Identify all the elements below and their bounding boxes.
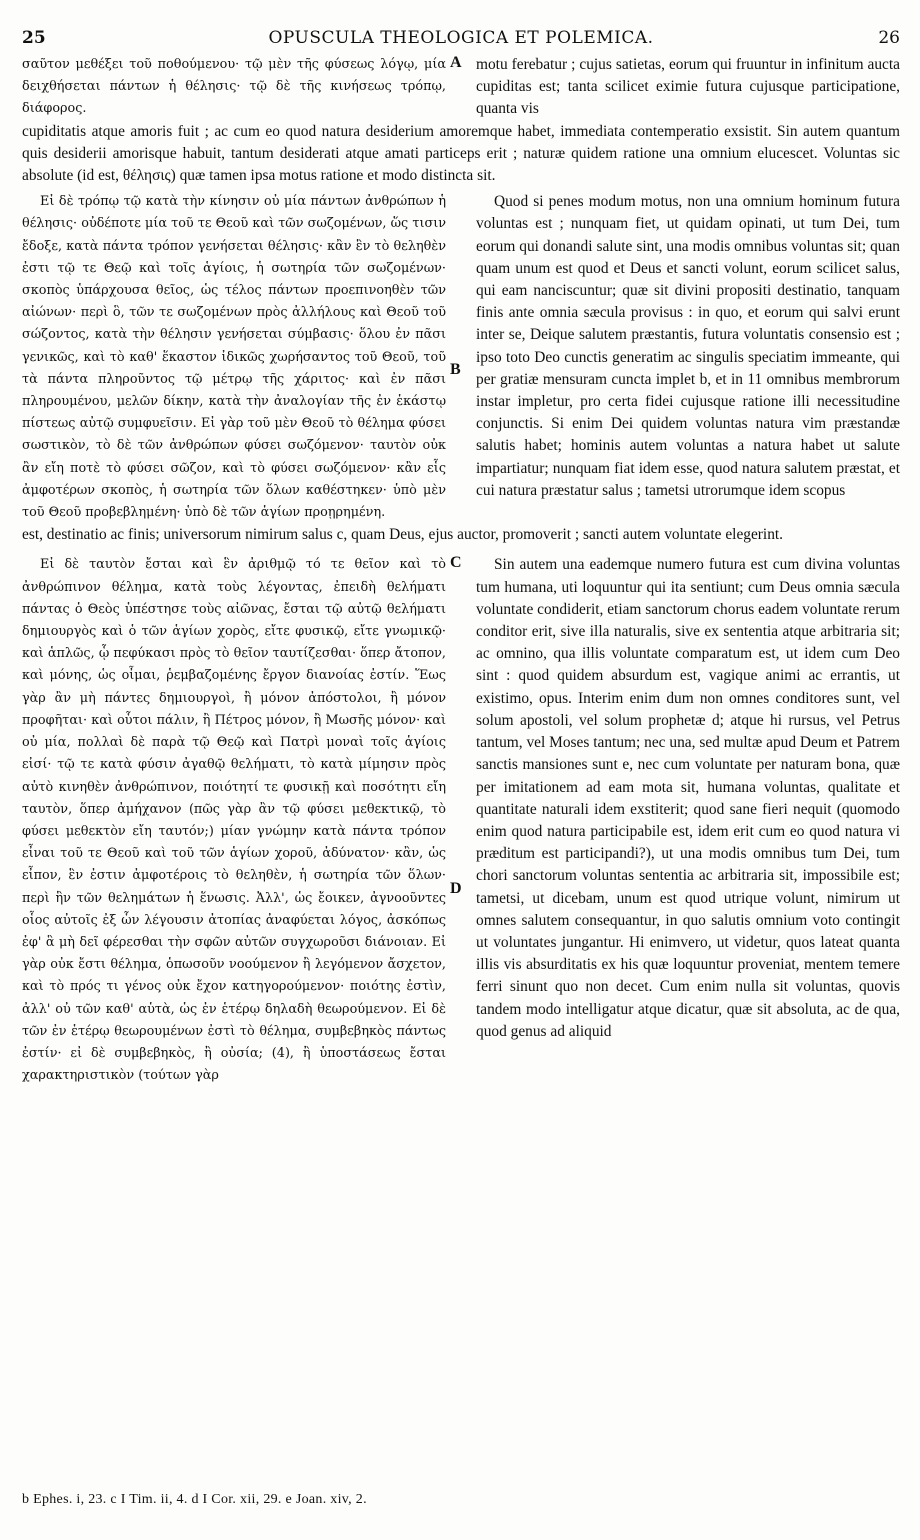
- running-title: OPUSCULA THEOLOGICA ET POLEMICA.: [268, 28, 654, 48]
- section-marker-b: B: [450, 361, 461, 379]
- greek-column: [22, 54, 446, 121]
- section-marker-c: C: [450, 554, 462, 572]
- page-number-right: 26: [878, 28, 900, 48]
- full-width-text-2: est, destinatio ac finis; universorum nimirum salus c, quam Deus, ejus auctor, promoverit ; sancti autem voluntate elegerint.: [22, 526, 784, 544]
- greek-text: σαῦτον μεθέξει τοῦ ποθούμενου· τῷ μὲν τῆς φύσεως λόγῳ, μία δειχθήσεται πάντων ἡ θέλησις· τῷ δὲ τῆς κινήσεως τρόπῳ, διάφορος.: [22, 57, 446, 117]
- footnotes: b Ephes. i, 23. c I Tim. ii, 4. d I Cor. xii, 29. e Joan. xiv, 2.: [22, 1492, 367, 1507]
- page-header: [22, 28, 900, 54]
- latin-text: Quod si penes modum motus, non una omnium hominum futura voluntas est ; nunquam fiet, ut quidam opinati, ut tum Dei, tum eorum qui donandi salute sint, una modis omnibus voluntas sit; quan quam unum est quod et Deus et sancti volunt, eorum scilicet salus, qui eam nanciscuntur; quæ sit divini propositi destinatio, tanquam finis ante omnia sæcula provisus : in quo, et eorum qui salvi erunt inter se, Deique salutem præstantis, futura voluntatis consensio est ; ipso toto Deo cunctis generatim ac singulis speciatim immeante, qui per gratiæ mensuram cuncta implet b, et in 11 omnibus membrorum instar impletur, pro certa fidei cujusque ratione illi necessitudine conjunctis. Si enim Dei quidem voluntas natura vim præstandæ salutis habet; hominis autem voluntas a natura habet ut salute impartiatur; nunquam fiat idem esse, quod natura salutem præstat, et cui natura præstatur salus ; tametsi utrorumque idem scopus: [476, 193, 900, 499]
- block-3: [22, 554, 900, 1087]
- section-marker-a: A: [450, 54, 462, 71]
- latin-column: [476, 554, 900, 1087]
- latin-column: [476, 191, 900, 524]
- greek-text: Εἰ δὲ τρόπῳ τῷ κατὰ τὴν κίνησιν οὐ μία πάντων ἀνθρώπων ἡ θέλησις· οὐδέποτε μία τοῦ τε Θεοῦ καὶ τῶν σωζομένων, ὥς τισιν ἔδοξε, κατὰ πάντα τρόπον γενήσεται θέλησις· κἂν ἓν τὸ θεληθὲν ἐστι τῷ τε Θεῷ καὶ τοῖς ἁγίοις, ἡ σωτηρία τῶν σωζομένων· σκοπὸς ὑπάρχουσα θεῖος, ὡς τέλος πάντων προεπινοηθὲν τῶν αἰώνων· περὶ ὃ, τῶν τε σωζομένων πρὸς ἀλλήλους καὶ Θεοῦ τοῦ σώζοντος, κατὰ τὴν θέλησιν γενήσεται σύμβασις· ὅλου ἐν πᾶσι γενικῶς, καὶ τὸ καθ' ἕκαστον ἰδικῶς χωρήσαντος τοῦ Θεοῦ, τοῦ τὰ πάντα πληροῦντος τῷ μέτρῳ τῆς χάριτος· καὶ ἐν πᾶσι πληρουμένου, μελῶν δίκην, κατὰ τὴν ἀναλογίαν τῆς ἐν ἑκάστῳ πίστεως αὐτῷ συμφυεῖσιν. Εἰ γὰρ τοῦ μὲν Θεοῦ τὸ θέλημα φύσει σωστικὸν, τὸ δὲ τῶν ἀνθρώπων φύσει σωζόμενον· ταυτὸν οὐκ ἂν εἴη ποτὲ τὸ φύσει σῶζον, καὶ τὸ φύσει σωζόμενον· κἂν εἷς ἀμφοτέρων σκοπὸς, ἡ σωτηρία τῶν ὅλων καθέστηκεν· ὑπὸ μὲν τοῦ Θεοῦ προβεβλημένη· ὑπὸ δὲ τῶν ἁγίων προῃρημένη.: [22, 194, 446, 521]
- greek-column: [22, 554, 446, 1087]
- block-2: [22, 191, 900, 524]
- greek-column: [22, 191, 446, 524]
- greek-text: Εἰ δὲ ταυτὸν ἔσται καὶ ἓν ἀριθμῷ τό τε θεῖον καὶ τὸ ἀνθρώπινον θέλημα, κατὰ τοὺς λέγοντας, ἐπειδὴ θελήματι πάντας ὁ Θεὸς ὑπέστησε τοὺς αἰῶνας, ἔσται τῷ αὐτῷ θελήματι δημιουργὸς καὶ ὁ τῶν ἁγίων χορὸς, εἴτε φυσικῷ, εἴτε γνωμικῷ· καὶ ἁπλῶς, ᾧ πεφύκασι πρὸς τὸ θεῖον ταυτίζεσθαι· ὅπερ ἄτοπον, καὶ μόνης, ὡς οἶμαι, ῥεμβαζομένης ἔργον διανοίας ἐστίν. Ἕως γὰρ ἂν μὴ πάντες δημιουργοὶ, ἢ μόνον ἀπόστολοι, ἢ μόνον προφῆται· καὶ οὗτοι πάλιν, ἢ Πέτρος μόνον, ἢ Μωσῆς μόνον· καὶ οὐ μία, πολλαὶ δὲ παρὰ τῷ Θεῷ καὶ Πατρὶ μοναὶ τοῖς ἁγίοις εἰσί· τῷ τε κατὰ φύσιν ἀγαθῷ θελήματι, τὸ κατὰ μίμησιν πρὸς αὐτὸ κινηθὲν ἀνθρώπινον, ποιότητί τε φυσικῇ καὶ ποσότητι εἴη ταυτὸν, ὅπερ ἀμήχανον (πῶς γὰρ ἂν τῷ φύσει μεθεκτικῷ, τὸ φύσει μεθεκτὸν εἴη ταυτόν;) μίαν γνώμην κατὰ πάντα τρόπον εἶναι τοῦ τε Θεοῦ καὶ τοῦ τῶν ἁγίων χοροῦ, ἀδύνατον· κἂν, ὡς εἶπον, ἓν ἐστιν ἀμφοτέροις τὸ θεληθὲν, ἡ σωτηρία τῶν ὅλων· περὶ ἣν τῶν θελημάτων ἡ ἕνωσις. Ἀλλ', ὡς ἔοικεν, ἀγνοοῦντες οἷος αὐτοῖς ἐξ ὧν λέγουσιν ἀτοπίας ἀναφύεται λόγος, ἀσκόπως ἐφ' ἃ μὴ δεῖ φέρεσθαι τὴν σφῶν αὐτῶν συγχωροῦσι διάνοιαν. Εἰ γὰρ οὐκ ἔστι θέλημα, ὁπωσοῦν νοούμενον ἢ λεγόμενον ἄσχετον, καὶ τὸ πρός τι γένος οὐκ ἔχον κατηγορούμενον· ποιότης ἐστὶν, ἀλλ' οὐ τῶν καθ' αὑτὰ, ὡς ἐν ἑτέρῳ δηλαδὴ θεωρούμενον. Εἰ δὲ τῶν ἐν ἑτέρῳ θεωρουμένων ἐστὶ τὸ θέλημα, συμβεβηκὸς πάντως ἐστίν· εἰ δὲ συμβεβηκὸς, ἢ οὐσία; (4), ἢ ὑποστάσεως ἔσται χαρακτηριστικὸν (τούτων γὰρ: [22, 557, 446, 1084]
- page-number-left: 25: [22, 28, 46, 48]
- section-marker-d: D: [450, 880, 462, 898]
- latin-column: [476, 54, 900, 121]
- full-width-text-1: cupiditatis atque amoris fuit ; ac cum eo quod natura desiderium amoremque habet, immediata contemperatio exsistit. Sin autem quantum quis desiderii amorisque habuit, tantum desiderati atque amati particeps erit ; naturæ quidem ratione una omnium elucescet. Voluntas sic absolute (id est, θέλησις) quæ tamen ipsa motus ratione et modo distincta sit.: [22, 122, 900, 185]
- latin-text: motu ferebatur ; cujus satietas, eorum qui fruuntur in infinitum aucta cupiditas est; tanta scilicet eximie futura cujusque participatione, quanta vis: [476, 56, 900, 118]
- page: [22, 28, 900, 1087]
- block-1: [22, 54, 900, 121]
- latin-text: Sin autem una eademque numero futura est cum divina voluntas tum humana, uti loquuntur qui ita sentiunt; cum Deus omnia sæcula voluntate condiderit, etiam sanctorum chorus eadem voluntate rerum conditor erit, sive illa naturalis, sive ex sententia atque arbitraria sit; ac omnino, qua illis voluntate comparatum est, ut idem cum Deo sint : quod quidem absurdum est, vagique animi ac errantis, ut existimo, opus. Interim enim dum non omnes conditores sunt, vel solum apostoli, vel solum prophetæ d; atque hi rursus, vel Petrus tantum, vel Moses tantum; nec una, sed multæ apud Deum et Patrem sanctis mansiones sunt e, nec cum voluntate per naturam bona, quæ per imitationem ad eam mota sit, humana voluntas, qualitate et quantitate naturali idem exstiterit; quod sane fieri nequit (quomodo enim quod natura participabile est, idem erit cum eo quod natura vi præditum est participandi?), ut una modis omnibus tum Dei, tum chori sanctorum voluntas sententia ac arbitraria sit, impossibile est; tametsi, ut dicebam, unum est quod utrique volunt, nimirum ut omnes salutem consequantur, in quo salutis omnium voto contingit ut voluntates jungantur. Hi enimvero, ut videtur, quos lateat quanta illis vis absurditatis ex his quæ loquuntur proveniat, mentem temere ferri sinunt quo non decet. Cum enim nulla sit voluntas, quovis tandem modo intelligatur atque dicatur, quæ sit absoluta, ac de qua, quod genus ad aliquid: [476, 556, 900, 1040]
